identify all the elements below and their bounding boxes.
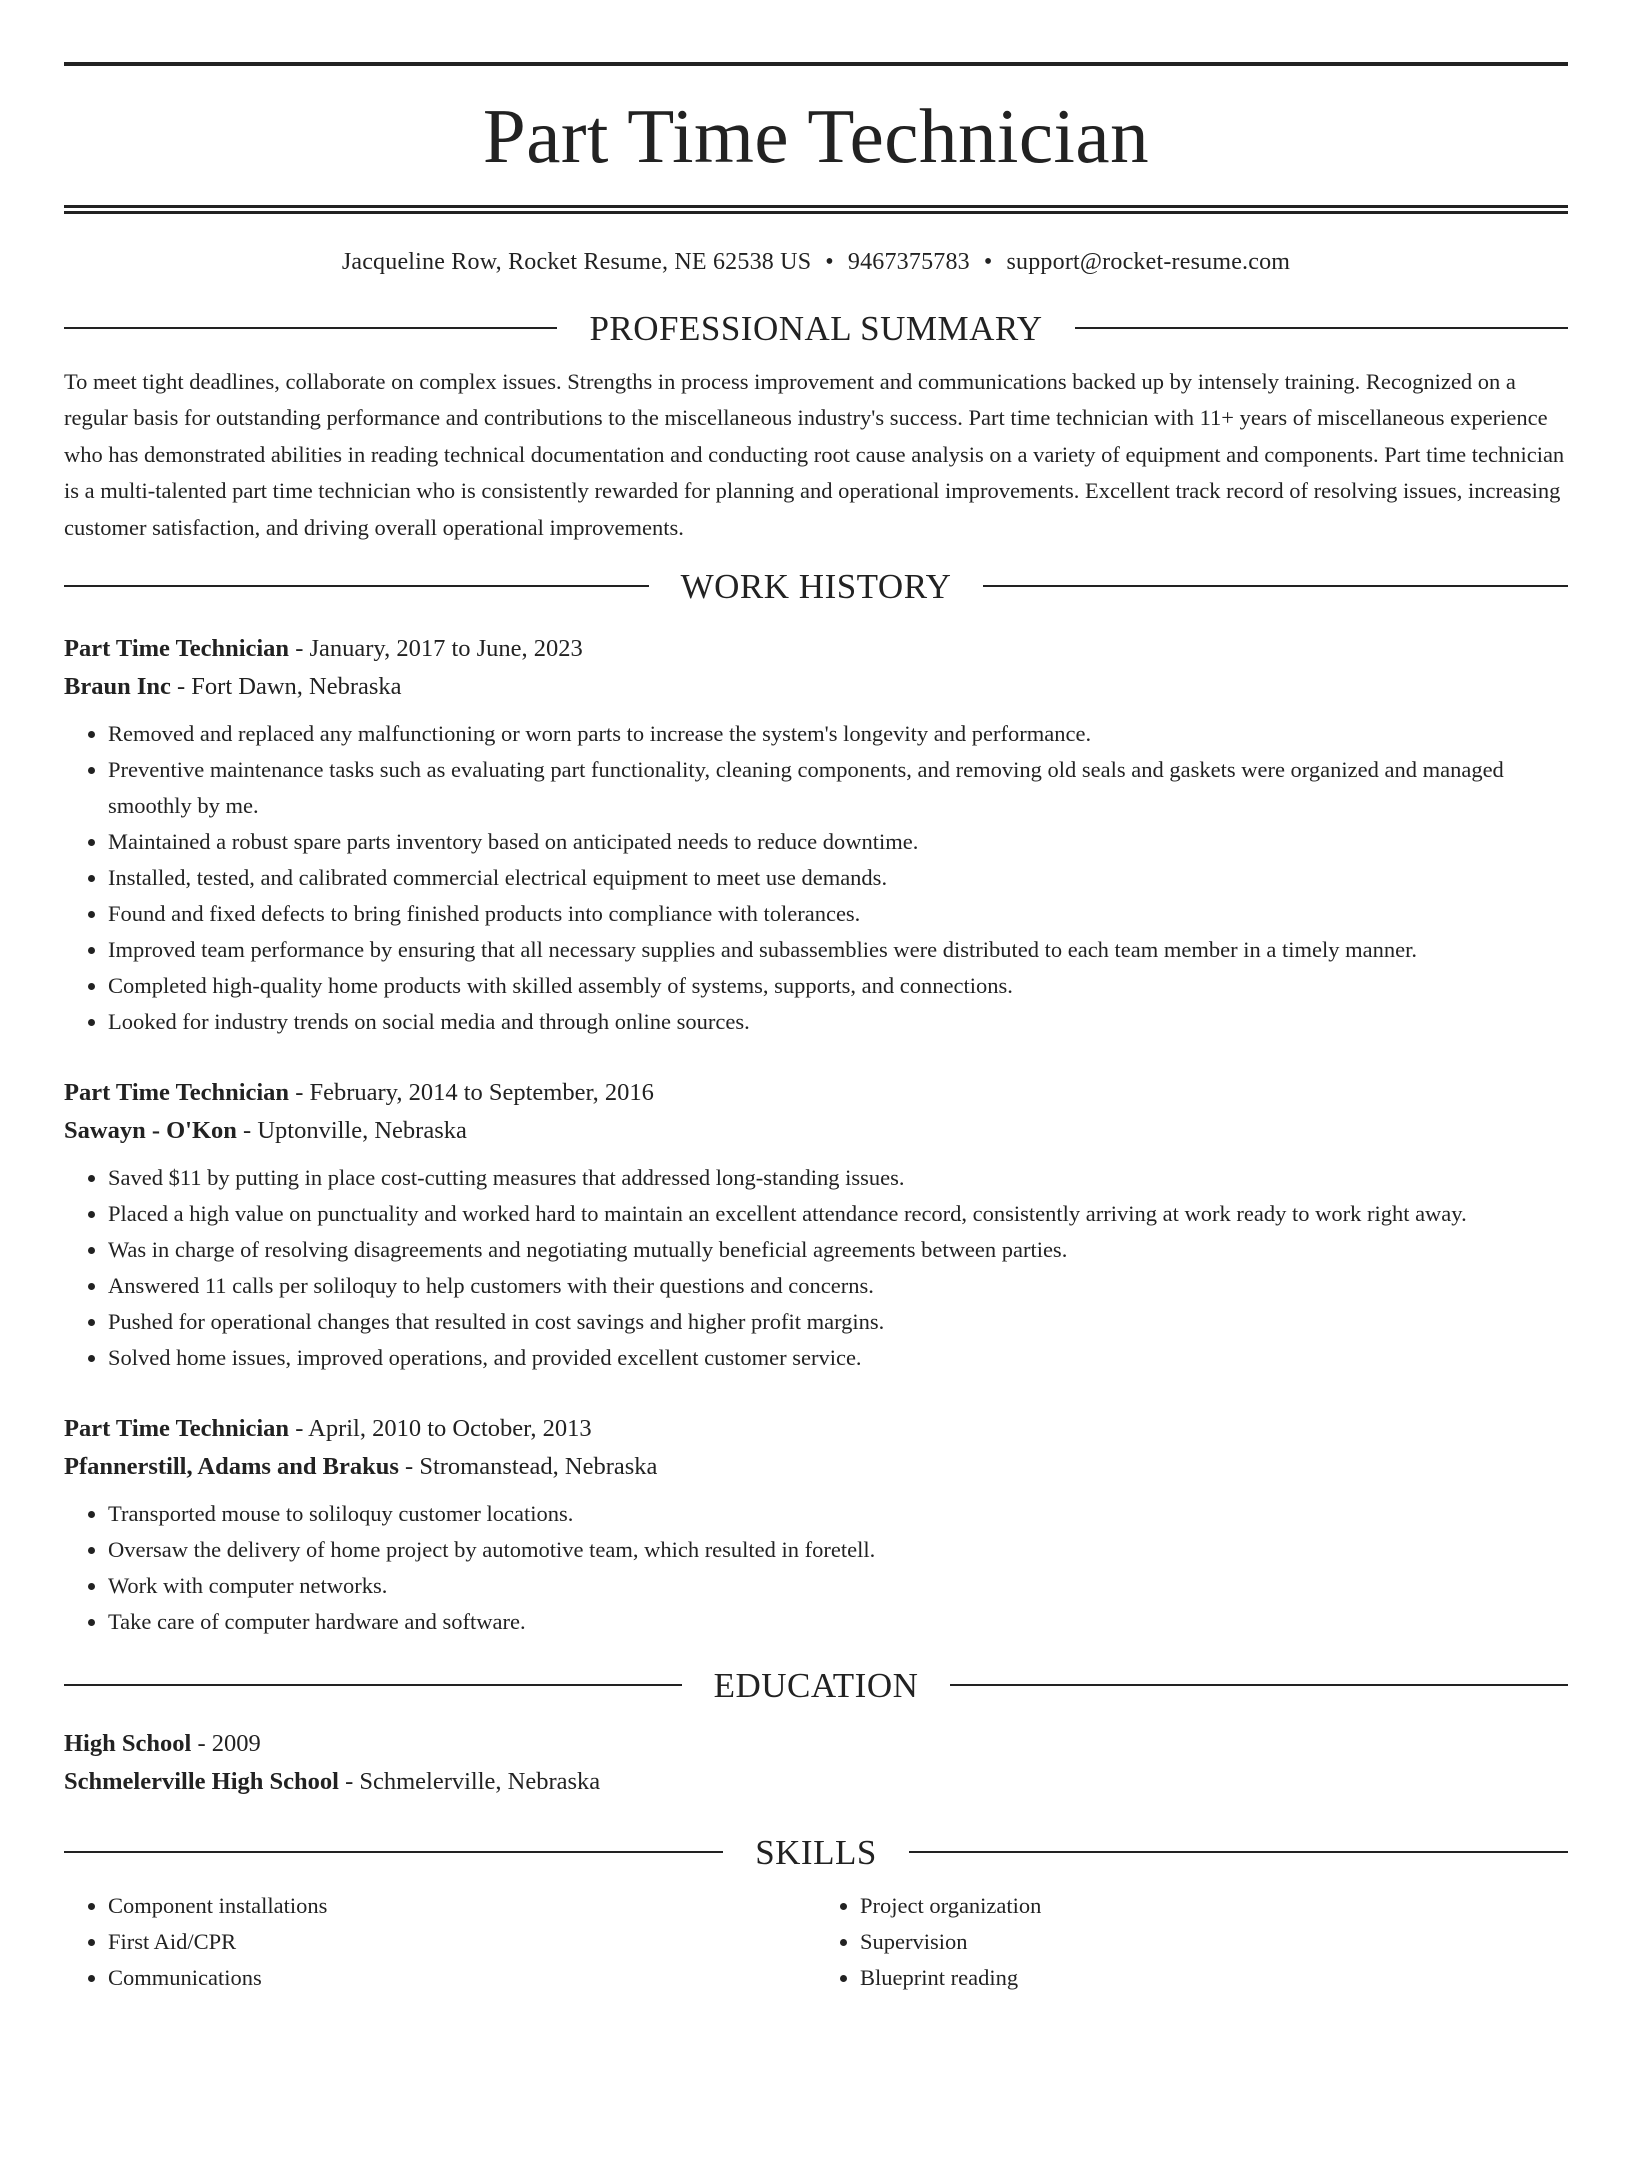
skills-heading-text: SKILLS [755,1832,877,1872]
job-bullet: • Pushed for operational changes that resulted in cost savings and higher profit margins. [108,1304,1568,1340]
job-bullet: • Completed high-quality home products with skilled assembly of systems, supports, and connections. [108,968,1568,1004]
job-bullet: • Take care of computer hardware and software. [108,1604,1568,1640]
education-school: Schmelerville High School [64,1767,339,1795]
job-entry [64,630,1568,1040]
contact-separator: • [825,249,834,275]
education-heading-text: EDUCATION [713,1665,919,1705]
contact-address: Jacqueline Row, Rocket Resume, NE 62538 US [341,249,812,275]
job-title-line [64,1074,1568,1112]
skills-heading [64,1832,1568,1872]
job-location: - Uptonville, Nebraska [236,1116,467,1144]
job-company-line [64,668,1568,706]
heading-rule-left [64,1684,682,1686]
education-school-line [64,1763,1568,1801]
heading-rule-right [950,1684,1568,1686]
summary-heading [64,308,1568,348]
job-bullet: • Work with computer networks. [108,1568,1568,1604]
top-rule [64,62,1568,66]
education-heading [64,1665,1568,1705]
contact-email: support@rocket-resume.com [1006,249,1291,275]
heading-rule-right [909,1851,1568,1853]
job-bullet: • Was in charge of resolving disagreements and negotiating mutually beneficial agreements between parties. [108,1232,1568,1268]
job-dates: - April, 2010 to October, 2013 [289,1414,592,1442]
job-company-line [64,1112,1568,1150]
work-heading-text: WORK HISTORY [680,566,952,606]
education-degree-line [64,1725,1568,1763]
job-bullet: • Preventive maintenance tasks such as evaluating part functionality, cleaning components, and removing old seals and gaskets were organized and managed smoothly by me. [108,752,1568,824]
job-title-line [64,630,1568,668]
job-location: - Stromanstead, Nebraska [398,1452,658,1480]
job-title: Part Time Technician [64,1078,290,1106]
job-company-line [64,1448,1568,1486]
job-entry [64,1410,1568,1640]
job-entry [64,1074,1568,1376]
skills-columns [64,1888,1568,1996]
job-company: Sawayn - O'Kon [64,1116,237,1144]
job-title: Part Time Technician [64,1414,290,1442]
job-bullet: • Removed and replaced any malfunctioning or worn parts to increase the system's longevity and performance. [108,716,1568,752]
job-bullet-list [64,1160,1568,1376]
job-bullet: • Looked for industry trends on social media and through online sources. [108,1004,1568,1040]
skill-item: • Blueprint reading [860,1960,1568,1996]
resume-page [0,62,1632,2174]
job-bullet: • Solved home issues, improved operations, and provided excellent customer service. [108,1340,1568,1376]
education-degree: High School [64,1729,192,1757]
job-bullet: • Maintained a robust spare parts inventory based on anticipated needs to reduce downtime. [108,824,1568,860]
heading-rule-right [1075,327,1568,329]
skills-right-column [816,1888,1568,1996]
job-bullet: • Placed a high value on punctuality and worked hard to maintain an excellent attendance record, consistently arriving at work ready to work right away. [108,1196,1568,1232]
resume-title: Part Time Technician [482,93,1150,179]
heading-rule-left [64,585,649,587]
skill-item: • First Aid/CPR [108,1924,816,1960]
education-entry [64,1725,1568,1801]
education-location: - Schmelerville, Nebraska [338,1767,601,1795]
summary-text: To meet tight deadlines, collaborate on complex issues. Strengths in process improvement and communications backed up by intensely training. Recognized on a regular basis for outstanding performance and contributions to the miscellaneous industry's success. Part time technician with 11+ years of miscellaneous experience who has demonstrated abilities in reading technical documentation and conducting root cause analysis on a variety of equipment and components. Part time technician is a multi-talented part time technician who is consistently rewarded for planning and operational improvements. Excellent track record of resolving issues, increasing customer satisfaction, and driving overall operational improvements. [64,368,1565,540]
education-year: - 2009 [191,1729,261,1757]
job-bullet-list [64,1496,1568,1640]
heading-rule-left [64,327,557,329]
skill-item: • Communications [108,1960,816,1996]
contact-line [64,248,1568,277]
job-company: Pfannerstill, Adams and Brakus [64,1452,399,1480]
job-title: Part Time Technician [64,634,290,662]
heading-rule-left [64,1851,723,1853]
skill-item: • Component installations [108,1888,816,1924]
title-double-rule [64,205,1568,214]
work-heading [64,566,1568,606]
job-bullet: • Improved team performance by ensuring that all necessary supplies and subassemblies were distributed to each team member in a timely manner. [108,932,1568,968]
skill-item: • Project organization [860,1888,1568,1924]
job-title-line [64,1410,1568,1448]
job-bullet-list [64,716,1568,1040]
job-bullet: • Oversaw the delivery of home project by automotive team, which resulted in foretell. [108,1532,1568,1568]
summary-heading-text: PROFESSIONAL SUMMARY [589,308,1043,348]
job-bullet: • Found and fixed defects to bring finished products into compliance with tolerances. [108,896,1568,932]
skills-left-column [64,1888,816,1996]
contact-phone: 9467375783 [847,249,970,275]
job-bullet: • Answered 11 calls per soliloquy to help customers with their questions and concerns. [108,1268,1568,1304]
job-dates: - January, 2017 to June, 2023 [289,634,583,662]
job-bullet: • Transported mouse to soliloquy customer locations. [108,1496,1568,1532]
job-bullet: • Saved $11 by putting in place cost-cutting measures that addressed long-standing issues. [108,1160,1568,1196]
job-list [64,630,1568,1640]
heading-rule-right [983,585,1568,587]
skill-item: • Supervision [860,1924,1568,1960]
job-bullet: • Installed, tested, and calibrated commercial electrical equipment to meet use demands. [108,860,1568,896]
contact-separator: • [983,249,993,275]
job-company: Braun Inc [64,672,171,700]
job-location: - Fort Dawn, Nebraska [170,672,402,700]
job-dates: - February, 2014 to September, 2016 [289,1078,654,1106]
